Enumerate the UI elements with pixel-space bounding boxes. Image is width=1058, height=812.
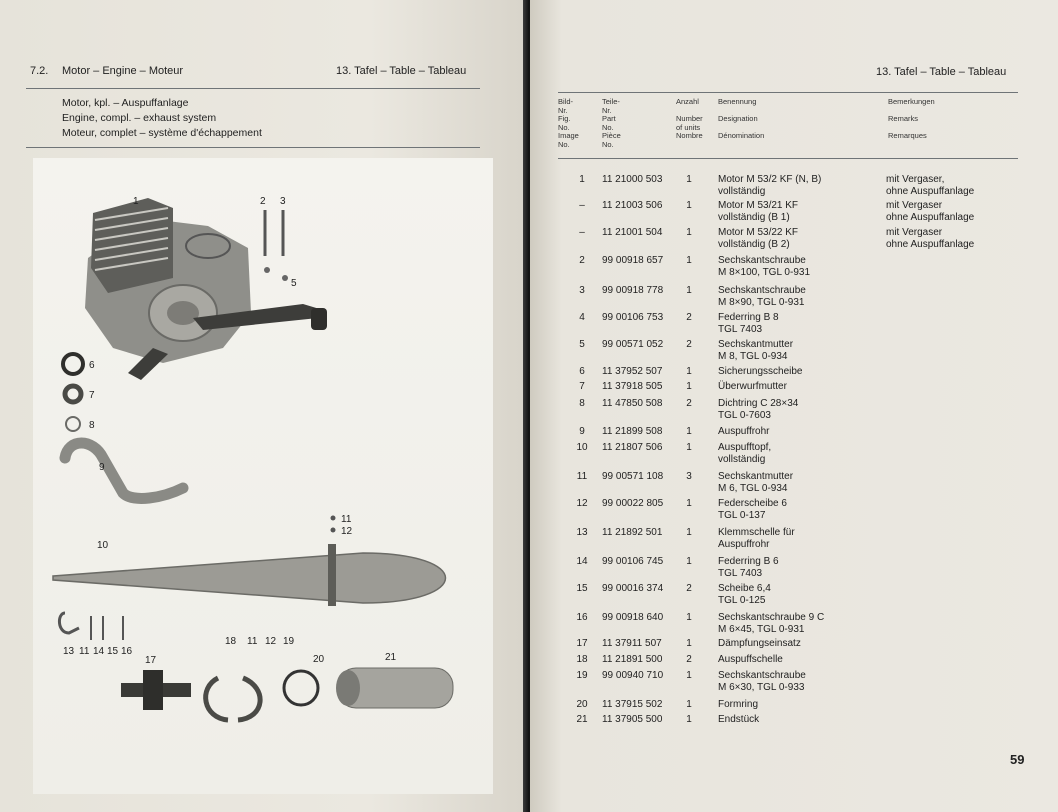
remarks: mit Vergaser, ohne Auspuffanlage — [886, 174, 975, 197]
quantity: 1 — [686, 527, 692, 538]
designation: Scheibe 6,4 TGL 0-125 — [718, 583, 771, 606]
ring-8 — [66, 417, 80, 431]
form-ring — [284, 671, 318, 705]
table-reference: 13. Tafel – Table – Tableau — [336, 65, 467, 77]
fig-label-12: 12 — [341, 526, 353, 537]
exploded-parts-photo — [33, 158, 493, 794]
left-page — [0, 0, 528, 812]
quantity: 1 — [686, 714, 692, 725]
designation: Überwurfmutter — [718, 381, 787, 392]
quantity: 2 — [686, 339, 692, 350]
fig-number: 7 — [579, 381, 585, 392]
part-number: 11 21000 503 — [602, 174, 663, 185]
header-rule-right — [558, 92, 1018, 93]
designation: Sechskantmutter M 8, TGL 0-934 — [718, 339, 794, 362]
muffler — [53, 553, 446, 603]
title-fr: Moteur, complet – système d'échappement — [62, 127, 262, 139]
part-number: 99 00918 657 — [602, 255, 664, 266]
fig-number: 2 — [579, 255, 585, 266]
part-number: 99 00022 805 — [602, 498, 664, 509]
quantity: 1 — [686, 699, 692, 710]
fig-label-5: 5 — [291, 278, 297, 289]
quantity: 2 — [686, 654, 692, 665]
quantity: 1 — [686, 200, 692, 211]
designation: Dichtring C 28×34 TGL 0-7603 — [718, 398, 799, 421]
fig-label-17: 17 — [145, 655, 157, 666]
page-number: 59 — [1010, 752, 1025, 767]
part-number: 11 37918 505 — [602, 381, 663, 392]
quantity: 1 — [686, 381, 692, 392]
designation: Dämpfungseinsatz — [718, 638, 801, 649]
fig-label-9: 9 — [99, 462, 105, 473]
designation: Sechskantmutter M 6, TGL 0-934 — [718, 471, 794, 494]
part-number: 99 00571 108 — [602, 471, 664, 482]
clamp-13 — [59, 613, 79, 633]
fig-number: 21 — [576, 714, 588, 725]
fig-label-20: 20 — [313, 654, 325, 665]
part-number: 99 00016 374 — [602, 583, 664, 594]
part-number: 11 47850 508 — [602, 398, 663, 409]
fig-number: 15 — [576, 583, 588, 594]
fig-label-8: 8 — [89, 420, 95, 431]
part-number: 99 00940 710 — [602, 670, 664, 681]
parts-illustration — [33, 158, 493, 794]
fig-number: 20 — [576, 699, 588, 710]
table-reference-right: 13. Tafel – Table – Tableau — [876, 66, 1007, 78]
column-header-rule — [558, 158, 1018, 159]
quantity: 2 — [686, 312, 692, 323]
bolts-2-3 — [265, 210, 283, 256]
part-number: 11 21899 508 — [602, 426, 663, 437]
nut-5 — [282, 275, 288, 281]
fig-label-11: 11 — [341, 514, 352, 525]
designation: Auspufftopf, vollständig — [718, 442, 772, 465]
end-piece — [336, 668, 453, 708]
quantity: 3 — [686, 471, 692, 482]
ring-7 — [65, 386, 81, 402]
fig-label-13: 13 — [63, 646, 75, 657]
exhaust-clamp-left — [206, 678, 228, 720]
fig-label-7: 7 — [89, 390, 95, 401]
fig-label-3: 3 — [280, 196, 286, 207]
fig-label-16: 16 — [121, 646, 133, 657]
part-number: 11 37905 500 — [602, 714, 663, 725]
designation: Motor M 53/22 KF vollständig (B 2) — [718, 227, 799, 250]
designation: Sechskantschraube M 8×100, TGL 0-931 — [718, 255, 811, 278]
fig-number: 11 — [576, 471, 588, 482]
quantity: 1 — [686, 638, 692, 649]
part-number: 99 00918 778 — [602, 285, 664, 296]
fig-number: 5 — [579, 339, 585, 350]
col-header-name: Benennung Designation Dénomination — [718, 97, 765, 140]
fig-label-15: 15 — [107, 646, 119, 657]
designation: Motor M 53/2 KF (N, B) vollständig — [718, 174, 822, 197]
fig-number: 16 — [576, 612, 588, 623]
quantity: 1 — [686, 426, 692, 437]
fig-number: – — [579, 200, 585, 211]
designation: Federring B 8 TGL 7403 — [718, 312, 779, 335]
quantity: 1 — [686, 174, 692, 185]
fig-label-19: 19 — [283, 636, 295, 647]
quantity: 1 — [686, 366, 692, 377]
fig-number: 4 — [579, 312, 585, 323]
remarks: mit Vergaser ohne Auspuffanlage — [886, 200, 975, 223]
fig-label-11b: 11 — [79, 646, 90, 657]
part-number: 99 00571 052 — [602, 339, 664, 350]
col-header-fig-no: Bild- Nr. Fig. No. Image No. — [558, 97, 579, 149]
fig-number: – — [579, 227, 585, 238]
col-header-part-no: Teile- Nr. Part No. Pièce No. — [602, 97, 621, 149]
quantity: 1 — [686, 255, 692, 266]
part-number: 11 21891 500 — [602, 654, 663, 665]
exhaust-clamp-right — [238, 678, 260, 720]
ring-6 — [63, 354, 83, 374]
quantity: 1 — [686, 442, 692, 453]
designation: Federscheibe 6 TGL 0-137 — [718, 498, 787, 521]
fig-number: 14 — [576, 556, 588, 567]
washer-12 — [331, 528, 336, 533]
fig-label-12b: 12 — [265, 636, 277, 647]
fig-number: 13 — [576, 527, 588, 538]
fig-number: 18 — [576, 654, 588, 665]
designation: Endstück — [718, 714, 760, 725]
designation: Sechskantschraube M 6×30, TGL 0-933 — [718, 670, 806, 693]
damper-insert — [121, 670, 191, 710]
part-number: 11 21001 504 — [602, 227, 663, 238]
fig-label-18: 18 — [225, 636, 237, 647]
part-number: 99 00106 745 — [602, 556, 664, 567]
designation: Klemmschelle für Auspuffrohr — [718, 527, 795, 550]
part-number: 11 37952 507 — [602, 366, 663, 377]
section-number: 7.2. — [30, 65, 49, 77]
quantity: 2 — [686, 398, 692, 409]
header-rule — [26, 88, 480, 89]
fig-label-21: 21 — [385, 652, 397, 663]
fig-number: 9 — [579, 426, 585, 437]
fig-number: 12 — [576, 498, 588, 509]
designation: Federring B 6 TGL 7403 — [718, 556, 779, 579]
nut-11 — [331, 516, 336, 521]
fig-label-14: 14 — [93, 646, 105, 657]
fig-number: 10 — [576, 442, 588, 453]
col-header-remarks: Bemerkungen Remarks Remarques — [888, 97, 935, 140]
designation: Sicherungsscheibe — [718, 366, 803, 377]
fig-label-10: 10 — [97, 540, 109, 551]
remarks: mit Vergaser ohne Auspuffanlage — [886, 227, 975, 250]
right-page — [530, 0, 1058, 812]
part-number: 11 37915 502 — [602, 699, 663, 710]
fig-label-1: 1 — [133, 196, 139, 207]
fig-number: 1 — [579, 174, 585, 185]
designation: Sechskantschraube M 8×90, TGL 0-931 — [718, 285, 806, 308]
fig-label-2: 2 — [260, 196, 266, 207]
quantity: 1 — [686, 227, 692, 238]
part-number: 11 21807 506 — [602, 442, 663, 453]
designation: Motor M 53/21 KF vollständig (B 1) — [718, 200, 799, 223]
title-de: Motor, kpl. – Auspuffanlage — [62, 97, 189, 109]
quantity: 1 — [686, 612, 692, 623]
part-number: 11 21003 506 — [602, 200, 663, 211]
designation: Sechskantschraube 9 C M 6×45, TGL 0-931 — [718, 612, 825, 635]
fig-label-6: 6 — [89, 360, 95, 371]
designation: Auspuffrohr — [718, 426, 770, 437]
col-header-qty: Anzahl Number of units Nombre — [676, 97, 703, 140]
fig-number: 3 — [579, 285, 585, 296]
fig-number: 8 — [579, 398, 585, 409]
designation: Formring — [718, 699, 759, 710]
quantity: 2 — [686, 583, 692, 594]
assembly-title — [62, 96, 262, 141]
chapter-title: Motor – Engine – Moteur — [62, 65, 184, 77]
part-number: 11 21892 501 — [602, 527, 663, 538]
quantity: 1 — [686, 285, 692, 296]
fig-label-11c: 11 — [247, 636, 258, 647]
nut-4 — [264, 267, 270, 273]
designation: Auspuffschelle — [718, 654, 783, 665]
title-en: Engine, compl. – exhaust system — [62, 112, 217, 124]
part-number: 11 37911 507 — [602, 638, 662, 649]
part-number: 99 00918 640 — [602, 612, 664, 623]
quantity: 1 — [686, 498, 692, 509]
title-rule — [26, 147, 480, 148]
exhaust-pipe — [65, 443, 183, 498]
fig-number: 6 — [579, 366, 585, 377]
fig-number: 19 — [576, 670, 588, 681]
part-number: 99 00106 753 — [602, 312, 664, 323]
quantity: 1 — [686, 670, 692, 681]
fig-number: 17 — [576, 638, 588, 649]
engine-image — [85, 198, 327, 380]
quantity: 1 — [686, 556, 692, 567]
